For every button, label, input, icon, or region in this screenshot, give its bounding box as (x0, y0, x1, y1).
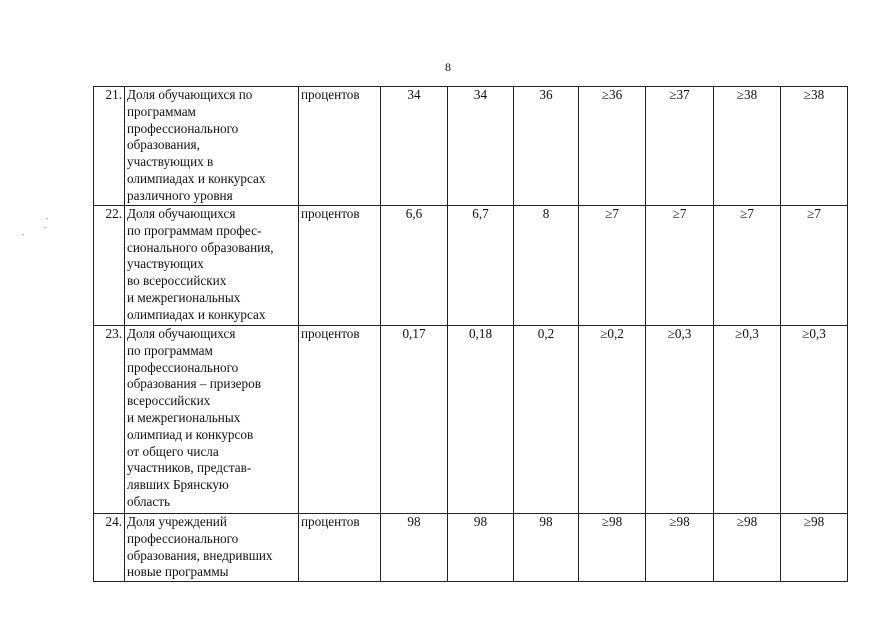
value-cell: 34 (381, 87, 448, 206)
indicator-description: Доля обучающихся по программам профес- сионального образования, участвующих во всероссийских и межрегиональных олимпиадах и конкурсах (125, 206, 299, 326)
table-row (94, 206, 848, 326)
value-cell: 0,2 (514, 326, 579, 514)
unit-cell: процентов (299, 206, 381, 326)
scan-speck (22, 234, 24, 235)
value-cell: ≥0,3 (714, 326, 781, 514)
scan-speck (44, 227, 46, 228)
value-cell: ≥36 (579, 87, 646, 206)
value-cell: 0,17 (381, 326, 448, 514)
scan-speck (46, 218, 48, 219)
value-cell: ≥98 (714, 514, 781, 582)
value-cell: ≥7 (579, 206, 646, 326)
value-cell: ≥37 (646, 87, 714, 206)
row-number: 21. (94, 87, 125, 206)
value-cell: ≥0,3 (646, 326, 714, 514)
value-cell: ≥98 (579, 514, 646, 582)
value-cell: 6,7 (448, 206, 514, 326)
value-cell: ≥7 (781, 206, 848, 326)
value-cell: 36 (514, 87, 579, 206)
value-cell: ≥38 (714, 87, 781, 206)
value-cell: ≥98 (646, 514, 714, 582)
unit-cell: процентов (299, 326, 381, 514)
indicators-table (93, 86, 848, 582)
table-row (94, 326, 848, 514)
unit-cell: процентов (299, 514, 381, 582)
row-number: 23. (94, 326, 125, 514)
value-cell: ≥0,3 (781, 326, 848, 514)
value-cell: ≥0,2 (579, 326, 646, 514)
value-cell: 98 (514, 514, 579, 582)
value-cell: ≥7 (714, 206, 781, 326)
table-row (94, 87, 848, 206)
value-cell: ≥38 (781, 87, 848, 206)
indicator-description: Доля обучающихся по программам профессионального образования – призеров всероссийских и межрегиональных олимпиад и конкурсов от общего числа участников, представ- лявших Брянскую область (125, 326, 299, 514)
row-number: 24. (94, 514, 125, 582)
value-cell: 34 (448, 87, 514, 206)
value-cell: 0,18 (448, 326, 514, 514)
table-row (94, 514, 848, 582)
value-cell: ≥98 (781, 514, 848, 582)
unit-cell: процентов (299, 87, 381, 206)
value-cell: 98 (448, 514, 514, 582)
row-number: 22. (94, 206, 125, 326)
value-cell: ≥7 (646, 206, 714, 326)
indicator-description: Доля обучающихся по программам профессионального образования, участвующих в олимпиадах и конкурсах различного уровня (125, 87, 299, 206)
page-number: 8 (445, 60, 451, 74)
value-cell: 8 (514, 206, 579, 326)
value-cell: 6,6 (381, 206, 448, 326)
indicator-description: Доля учреждений профессионального образования, внедривших новые программы (125, 514, 299, 582)
value-cell: 98 (381, 514, 448, 582)
